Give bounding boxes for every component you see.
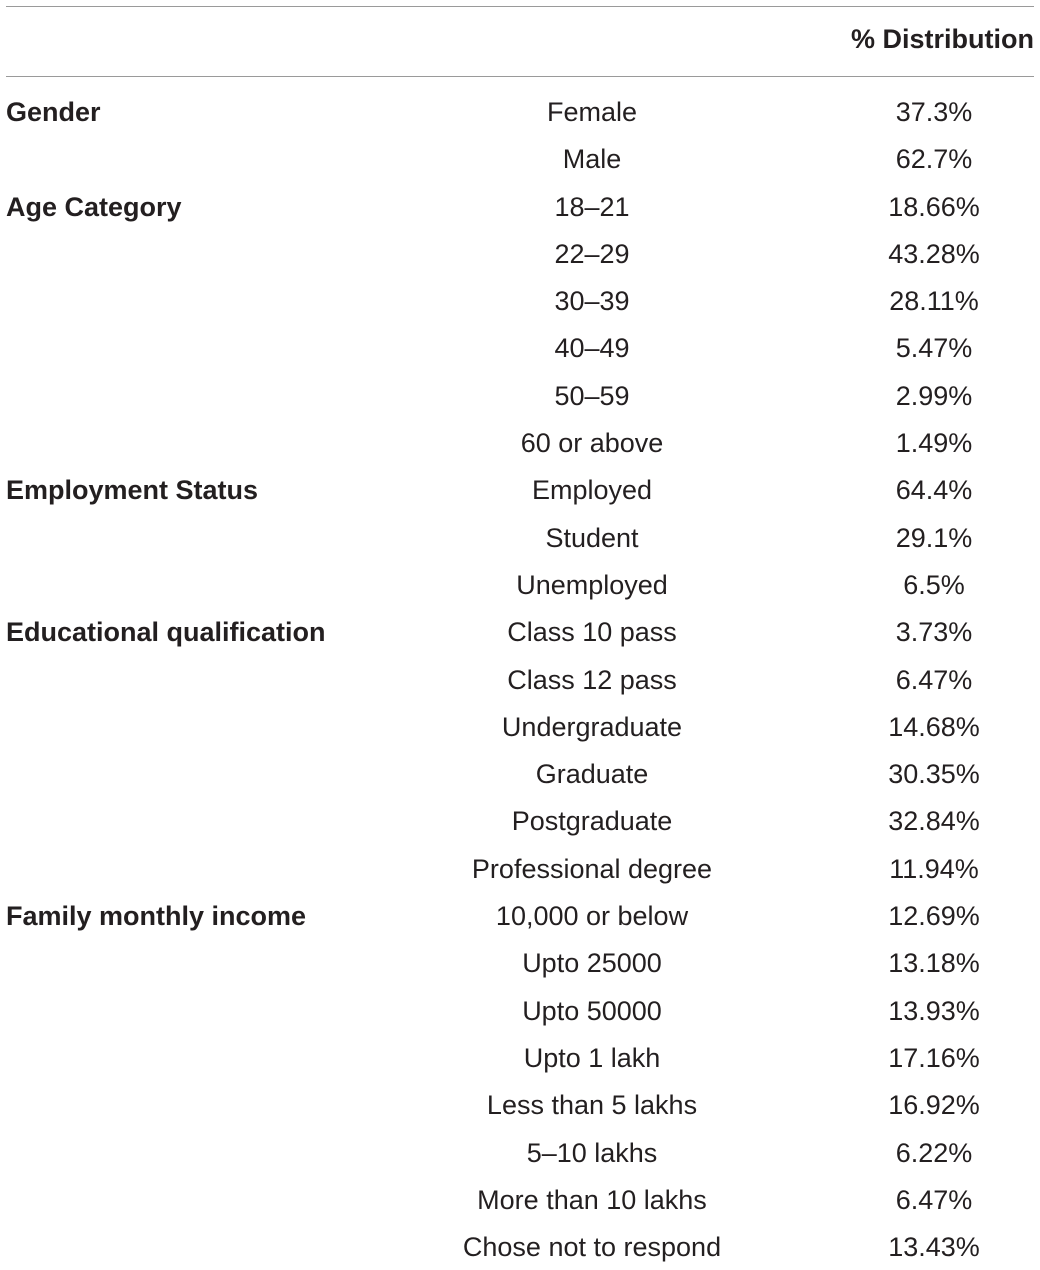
distribution-cell: 3.73% <box>895 617 973 648</box>
subcategory-cell: Professional degree <box>471 853 713 884</box>
distribution-cell: 5.47% <box>895 333 973 364</box>
table-row <box>0 1176 1040 1223</box>
distribution-cell: 6.22% <box>895 1137 973 1168</box>
distribution-cell: 18.66% <box>888 191 980 222</box>
table-row <box>0 892 1040 939</box>
table-row <box>0 939 1040 986</box>
table-row <box>0 845 1040 892</box>
subcategory-cell: Upto 50000 <box>522 995 662 1026</box>
subcategory-cell: 18–21 <box>554 191 630 222</box>
table-row <box>0 135 1040 182</box>
table-row <box>0 466 1040 513</box>
table-row <box>0 1223 1040 1270</box>
subcategory-cell: Upto 25000 <box>522 948 662 979</box>
distribution-cell: 1.49% <box>895 428 973 459</box>
subcategory-cell: Female <box>546 97 638 127</box>
table-row <box>0 1034 1040 1081</box>
subcategory-cell: Upto 1 lakh <box>523 1042 661 1073</box>
category-cell: Family monthly income <box>6 901 307 932</box>
table-row <box>0 987 1040 1034</box>
subcategory-cell: Employed <box>531 475 653 506</box>
table-row <box>0 372 1040 419</box>
category-cell: Employment Status <box>6 475 259 506</box>
subcategory-cell: Unemployed <box>516 569 668 600</box>
table-row <box>0 183 1040 230</box>
table-row <box>0 561 1040 608</box>
subcategory-cell: 30–39 <box>554 286 630 317</box>
distribution-cell: 6.5% <box>903 569 965 600</box>
distribution-cell: 64.4% <box>895 475 973 506</box>
table-row <box>0 1129 1040 1176</box>
subcategory-cell: Graduate <box>535 759 649 790</box>
distribution-cell: 12.69% <box>888 901 980 932</box>
distribution-cell: 11.94% <box>889 853 979 884</box>
table-row <box>0 750 1040 797</box>
category-cell: Educational qualification <box>6 617 326 648</box>
distribution-cell: 16.92% <box>888 1090 980 1121</box>
table-row <box>0 797 1040 844</box>
subcategory-cell: Less than 5 lakhs <box>486 1090 698 1121</box>
table-row <box>0 324 1040 371</box>
distribution-cell: 32.84% <box>888 806 980 837</box>
subcategory-cell: Postgraduate <box>511 806 673 837</box>
subcategory-cell: 60 or above <box>520 428 664 459</box>
table-top-rule <box>6 6 1034 7</box>
distribution-cell: 43.28% <box>888 238 980 269</box>
subcategory-cell: More than 10 lakhs <box>477 1184 707 1215</box>
table-row <box>0 88 1040 135</box>
distribution-cell: 28.11% <box>889 286 979 317</box>
distribution-cell: 17.16% <box>888 1042 980 1073</box>
table-body <box>0 88 1040 1270</box>
subcategory-cell: Male <box>562 144 622 175</box>
subcategory-cell: 50–59 <box>554 380 630 411</box>
distribution-cell: 6.47% <box>895 664 973 695</box>
subcategory-cell: Class 12 pass <box>507 664 677 695</box>
table-header-rule <box>6 76 1034 77</box>
table-row <box>0 703 1040 750</box>
table-row <box>0 514 1040 561</box>
table-row <box>0 608 1040 655</box>
table-row <box>0 277 1040 324</box>
subcategory-cell: Undergraduate <box>501 711 683 742</box>
category-cell: Age Category <box>6 191 182 222</box>
subcategory-cell: 22–29 <box>554 238 630 269</box>
subcategory-cell: Class 10 pass <box>507 617 677 648</box>
distribution-cell: 13.43% <box>888 1232 980 1263</box>
table-row <box>0 656 1040 703</box>
distribution-cell: 6.47% <box>895 1184 973 1215</box>
distribution-cell: 30.35% <box>888 759 980 790</box>
subcategory-cell: 40–49 <box>554 333 630 364</box>
subcategory-cell: 5–10 lakhs <box>526 1137 658 1168</box>
table-row <box>0 1081 1040 1128</box>
subcategory-cell: Student <box>545 522 639 553</box>
distribution-cell: 62.7% <box>895 144 973 175</box>
subcategory-cell: 10,000 or below <box>495 901 689 932</box>
distribution-cell: 13.18% <box>888 948 980 979</box>
table-row <box>0 419 1040 466</box>
distribution-cell: 37.3% <box>895 97 973 127</box>
subcategory-cell: Chose not to respond <box>462 1232 722 1263</box>
distribution-cell: 2.99% <box>895 380 973 411</box>
distribution-cell: 13.93% <box>888 995 980 1026</box>
category-cell: Gender <box>6 97 101 127</box>
table-row <box>0 230 1040 277</box>
distribution-cell: 29.1% <box>895 522 973 553</box>
distribution-cell: 14.68% <box>888 711 980 742</box>
column-header-distribution: % Distribution <box>851 24 1034 54</box>
